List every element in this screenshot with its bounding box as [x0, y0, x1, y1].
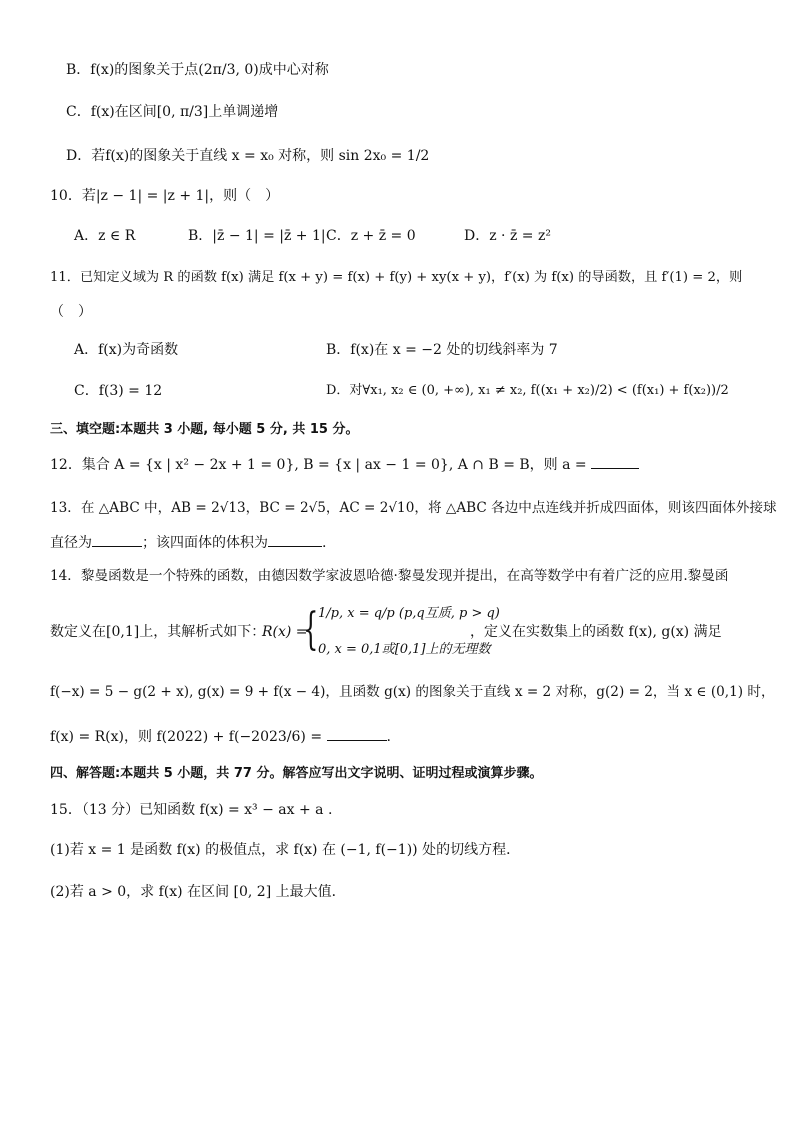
q14-answer-blank[interactable]: [327, 726, 387, 741]
q10-option-b: B．|z̄ − 1| = |z̄ + 1|: [188, 228, 326, 244]
q13-diameter-blank[interactable]: [92, 532, 142, 547]
q14-period: .: [386, 729, 391, 745]
q9-option-d: D．若f(x)的图象关于直线 x = x₀ 对称，则 sin 2x₀ = 1/2: [66, 148, 430, 164]
q13-line2-text-c: .: [322, 535, 327, 551]
q14-brace: {: [303, 604, 319, 655]
q10-option-a: A．z ∈ R: [74, 228, 136, 244]
q14-line1: 14．黎曼函数是一个特殊的函数，由德因数学家波恩哈德·黎曼发现并提出，在高等数学中有着广泛的应用.黎曼函: [50, 568, 729, 584]
q12-answer-blank[interactable]: [591, 454, 639, 469]
q14-line4: [50, 726, 391, 747]
q11-option-d: D．对∀x₁, x₂ ∈ (0, +∞), x₁ ≠ x₂, f((x₁ + x₂)/2) < (f(x₁) + f(x₂))/2: [326, 383, 729, 398]
q11-option-b: B．f(x)在 x = −2 处的切线斜率为 7: [326, 342, 558, 358]
q14-line2b: ，定义在实数集上的函数 f(x), g(x) 满足: [470, 624, 722, 640]
q12-text: 12．集合 A = {x | x² − 2x + 1 = 0}, B = {x | ax − 1 = 0}, A ∩ B = B，则 a =: [50, 457, 587, 473]
q13-line2: [50, 532, 326, 553]
q13-line2-text-a: 直径为: [50, 535, 92, 551]
q11-option-a: A．f(x)为奇函数: [74, 342, 179, 358]
q9-option-c: C．f(x)在区间[0, π/3]上单调递增: [66, 104, 279, 120]
q11-option-c: C．f(3) = 12: [74, 383, 163, 399]
q14-line4-text: f(x) = R(x)，则 f(2022) + f(−2023/6) =: [50, 729, 323, 745]
q10-option-d: D．z · z̄ = z²: [464, 228, 551, 244]
q14-case-2: 0, x = 0,1或[0,1]上的无理数: [318, 642, 491, 657]
section4-heading: 四、解答题:本题共 5 小题，共 77 分。解答应写出文字说明、证明过程或演算步骤。: [50, 766, 543, 781]
q15-stem: 15．（13 分）已知函数 f(x) = x³ − ax + a .: [50, 802, 333, 818]
q14-riemann-lhs: R(x) =: [262, 624, 308, 640]
q14-line3: f(−x) = 5 − g(2 + x), g(x) = 9 + f(x − 4)，且函数 g(x) 的图象关于直线 x = 2 对称，g(2) = 2，当 x ∈ (0,1) 时，: [50, 684, 775, 700]
q9-option-b: B．f(x)的图象关于点(2π/3, 0)成中心对称: [66, 62, 329, 78]
q14-case-1: 1/p, x = q/p (p,q互质, p > q): [318, 606, 500, 621]
q10-option-c: C．z + z̄ = 0: [326, 228, 416, 244]
q15-part1: (1)若 x = 1 是函数 f(x) 的极值点，求 f(x) 在 (−1, f(−1)) 处的切线方程．: [50, 842, 521, 858]
q10-stem: 10．若|z − 1| = |z + 1|，则（ ）: [50, 188, 280, 204]
q14-line2a: 数定义在[0,1]上，其解析式如下：: [50, 624, 266, 640]
q13-line2-text-b: ；该四面体的体积为: [142, 535, 268, 551]
q13-volume-blank[interactable]: [268, 532, 322, 547]
q11-stem-line1: 11．已知定义域为 R 的函数 f(x) 满足 f(x + y) = f(x) + f(y) + xy(x + y)，f′(x) 为 f(x) 的导函数，且 f′(1) = 2，则: [50, 270, 743, 285]
section3-heading: 三、填空题:本题共 3 小题, 每小题 5 分, 共 15 分。: [50, 422, 359, 437]
q13-line1: 13．在 △ABC 中，AB = 2√13，BC = 2√5，AC = 2√10，将 △ABC 各边中点连线并折成四面体，则该四面体外接球: [50, 500, 777, 516]
q12-question: [50, 454, 639, 475]
q15-part2: (2)若 a > 0，求 f(x) 在区间 [0, 2] 上最大值．: [50, 884, 346, 900]
q11-stem-line2: （ ）: [50, 304, 92, 320]
